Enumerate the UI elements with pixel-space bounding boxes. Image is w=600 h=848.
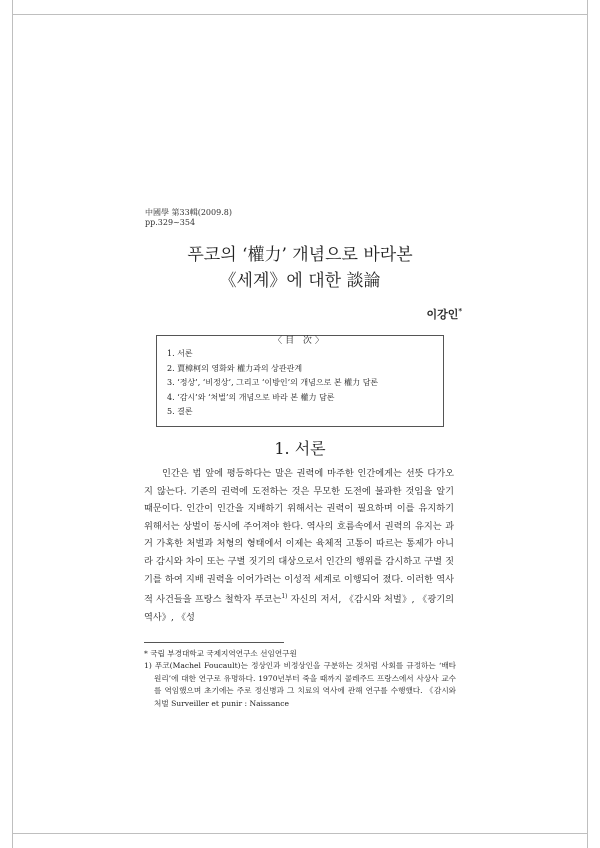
paper-title-line-1: 푸코의 ‘權力’ 개념으로 바라본 [187, 245, 413, 265]
paragraph-tail: 자신의 저서, 《감시와 처벌》, 《광기의 역사》, 《성 [144, 594, 454, 623]
toc-item: 5. 결론 [167, 407, 193, 416]
page-frame-top [12, 14, 588, 15]
table-of-contents [156, 335, 444, 427]
footnote-rule [144, 642, 284, 643]
journal-name: 中國學 第33輯(2009.8) [145, 208, 232, 217]
page-frame-bottom [12, 833, 588, 834]
toc-item: 4. ‘감시’와 ‘처벌’의 개념으로 바라 본 權力 담론 [167, 392, 335, 402]
body-text [144, 465, 454, 626]
page-range: pp.329~354 [145, 218, 196, 227]
author [426, 306, 462, 322]
footnote-ref: 1) [281, 593, 288, 601]
footnote-1: 1) 푸코(Machel Foucault)는 정상인과 비정상인을 구분하는 것처럼 사회를 규정하는 ‘배타 원리’에 대한 연구로 유명하다. 1970년부터 죽을 때까지 콜레주드 프랑스에서 사상사 교수를 역임했으며 초기에는 주로 정신병과 그 치료의 역사에 관해 연구를 수행했다. 《감시와 처벌 Surveiller et punir : Naissance [144, 661, 456, 708]
footnote-affiliation: * 국립 부경대학교 국제지역연구소 선임연구원 [144, 649, 297, 658]
toc-item: 3. ‘정상’, ‘비정상’, 그리고 ‘이방인’의 개념으로 본 權力 담론 [167, 378, 379, 387]
paper-title-line-2: 《세계》에 대한 談論 [219, 271, 381, 291]
journal-info [145, 208, 232, 228]
toc-item: 1. 서론 [167, 349, 193, 358]
section-heading: 1. 서론 [274, 439, 326, 458]
paragraph-main: 인간은 법 앞에 평등하다는 말은 권력에 마주한 인간에게는 선뜻 다가오지 않는다. 기존의 권력에 도전하는 것은 무모한 도전에 불과한 것임을 알기 때문이다. 인간이 인간을 지배하기 위해서는 권력이 필요하며 이를 유지하기 위해서는 상벌이 동시에 주어져야 한다. 역사의 흐름속에서 권력의 유지는 과거 가혹한 처벌과 처형의 형태에서 이제는 육체적 고통이 따르는 통제가 아니라 감시와 차이 또는 구별 짓기의 대상으로서 인간의 행위를 감시하고 구별 짓기를 하여 지배 권력을 이어가려는 이성적 세계로 이행되어 졌다. 이러한 역사적 사건들을 프랑스 철학자 푸코는 [144, 468, 454, 606]
page-frame-right [587, 0, 588, 848]
footnotes [144, 648, 456, 710]
toc-list [167, 347, 378, 420]
author-mark: * [458, 306, 462, 316]
page-frame-left [12, 0, 13, 848]
toc-item: 2. 賈樟柯의 영화와 權力과의 상관관계 [167, 363, 303, 373]
body-paragraph [144, 465, 454, 626]
toc-title: 〈目 次〉 [267, 336, 333, 346]
author-name: 이강인 [426, 308, 459, 321]
